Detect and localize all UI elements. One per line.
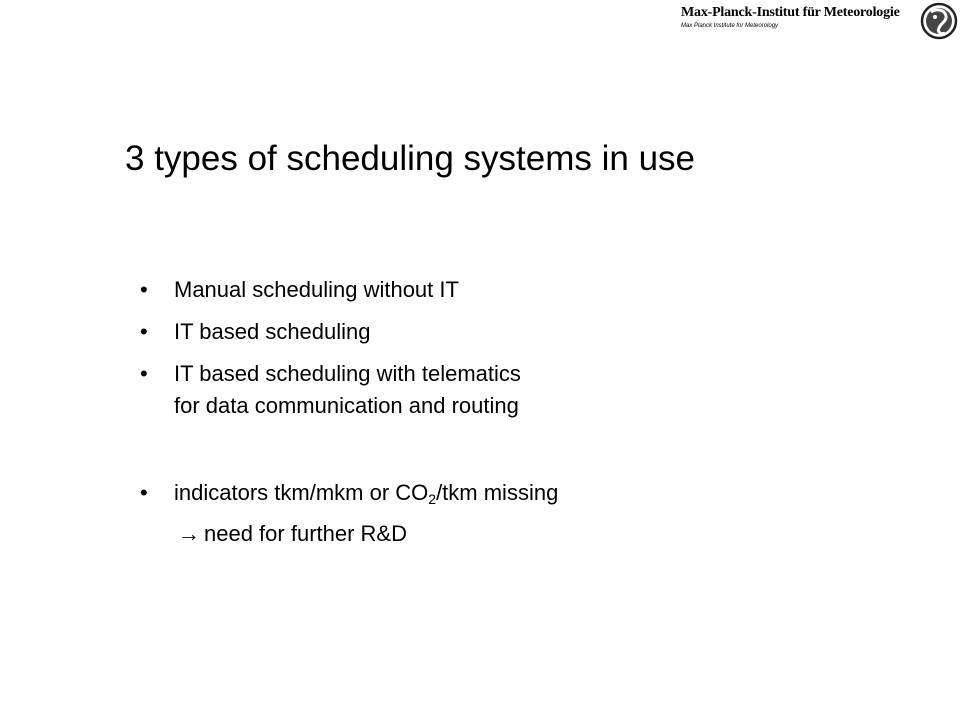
bullet-dot: • bbox=[140, 277, 148, 302]
bullet-text: IT based scheduling bbox=[174, 319, 371, 344]
institute-subtitle: Max Planck Institute for Meteorology bbox=[681, 23, 779, 29]
indicators-text-before: indicators tkm/mkm or CO bbox=[174, 480, 429, 505]
slide-title: 3 types of scheduling systems in use bbox=[125, 139, 696, 178]
bullet-dot: • bbox=[140, 480, 148, 505]
bullet-dot: • bbox=[140, 319, 148, 344]
institute-name: Max-Planck-Institut für Meteorologie bbox=[681, 5, 900, 20]
conclusion-line bbox=[178, 520, 407, 548]
arrow-right-icon: → bbox=[178, 521, 200, 546]
co2-subscript: 2 bbox=[428, 491, 437, 507]
bullet-text: Manual scheduling without IT bbox=[174, 277, 459, 302]
bullet-text: IT based scheduling with telematics bbox=[174, 361, 521, 386]
bullet-continuation-text: for data communication and routing bbox=[174, 393, 519, 418]
bullet-text-indicators bbox=[174, 479, 558, 507]
conclusion-text: need for further R&D bbox=[204, 521, 407, 546]
indicators-text-after: /tkm missing bbox=[436, 480, 559, 505]
bullet-dot: • bbox=[140, 361, 148, 386]
